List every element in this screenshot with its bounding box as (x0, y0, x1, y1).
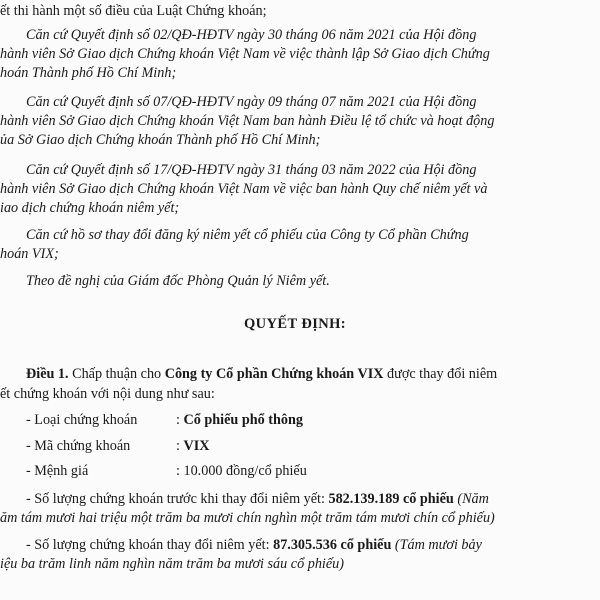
basis-07-line-1: Căn cứ Quyết định số 07/QĐ-HĐTV ngày 09 tháng 07 năm 2021 của Hội đồng (26, 94, 477, 110)
shares-change-label: - Số lượng chứng khoán thay đổi niêm yết: (26, 537, 274, 553)
article-1-label: Điều 1. (26, 366, 69, 382)
basis-dossier-line-1: Căn cứ hồ sơ thay đổi đăng ký niêm yết cổ phiếu của Công ty Cổ phần Chứng (26, 227, 469, 243)
basis-07-line-2: hành viên Sở Giao dịch Chứng khoán Việt Nam ban hành Điều lệ tổ chức và hoạt động (0, 113, 495, 129)
basis-17-line-3: iao dịch chứng khoán niêm yết; (0, 200, 180, 216)
basis-17-line-1: Căn cứ Quyết định số 17/QĐ-HĐTV ngày 31 tháng 03 năm 2022 của Hội đồng (26, 162, 477, 178)
shares-before-row (26, 491, 489, 508)
shares-change-row (26, 537, 482, 554)
security-code-row (26, 438, 210, 455)
article-1-intro-a: Chấp thuận cho (68, 366, 165, 382)
article-1-intro (26, 366, 497, 383)
shares-change-words-b: iệu ba trăm linh năm nghìn năm trăm ba mươi sáu cổ phiếu) (0, 556, 344, 572)
basis-02-line-1: Căn cứ Quyết định số 02/QĐ-HĐTV ngày 30 tháng 06 năm 2021 của Hội đồng (26, 27, 477, 43)
article-1-intro-line-2: ết chứng khoán với nội dung như sau: (0, 386, 215, 402)
preamble-line-1: ết thi hành một số điều của Luật Chứng khoán; (0, 3, 267, 19)
basis-02-line-2: hành viên Sở Giao dịch Chứng khoán Việt Nam về việc thành lập Sở Giao dịch Chứng (0, 46, 490, 62)
security-type-value: Cổ phiếu phổ thông (183, 412, 303, 428)
security-type-sep: : (176, 412, 184, 428)
article-1-intro-b: được thay đổi niêm (383, 366, 498, 382)
shares-before-label: - Số lượng chứng khoán trước khi thay đổi niêm yết: (26, 491, 329, 507)
security-type-label: - Loại chứng khoán (26, 412, 138, 428)
basis-07-line-3: ủa Sở Giao dịch Chứng khoán Thành phố Hồ Chí Minh; (0, 132, 321, 148)
par-value: : 10.000 đồng/cổ phiếu (176, 463, 307, 479)
company-name: Công ty Cổ phần Chứng khoán VIX (164, 366, 384, 382)
decision-heading: QUYẾT ĐỊNH: (244, 316, 347, 332)
par-value-label: - Mệnh giá (26, 463, 89, 479)
shares-before-words-b: ăm tám mươi hai triệu một trăm ba mươi chín nghìn một trăm tám mươi chín cổ phiếu) (0, 510, 495, 526)
proposal-line: Theo đề nghị của Giám đốc Phòng Quản lý Niêm yết. (26, 273, 330, 289)
par-value-row (26, 463, 307, 480)
shares-before-value: 582.139.189 cổ phiếu (328, 491, 454, 507)
security-code-sep: : (176, 438, 184, 454)
shares-change-words-a: (Tám mươi bảy (391, 537, 482, 553)
basis-17-line-2: hành viên Sở Giao dịch Chứng khoán Việt Nam về việc ban hành Quy chế niêm yết và (0, 181, 488, 197)
security-code-value: VIX (183, 438, 210, 454)
shares-change-value: 87.305.536 cổ phiếu (273, 537, 392, 553)
basis-dossier-line-2: hoán VIX; (0, 246, 59, 262)
security-code-label: - Mã chứng khoán (26, 438, 131, 454)
security-type-row (26, 412, 303, 429)
basis-02-line-3: hoán Thành phố Hồ Chí Minh; (0, 65, 177, 81)
shares-before-words-a: (Năm (453, 491, 489, 507)
